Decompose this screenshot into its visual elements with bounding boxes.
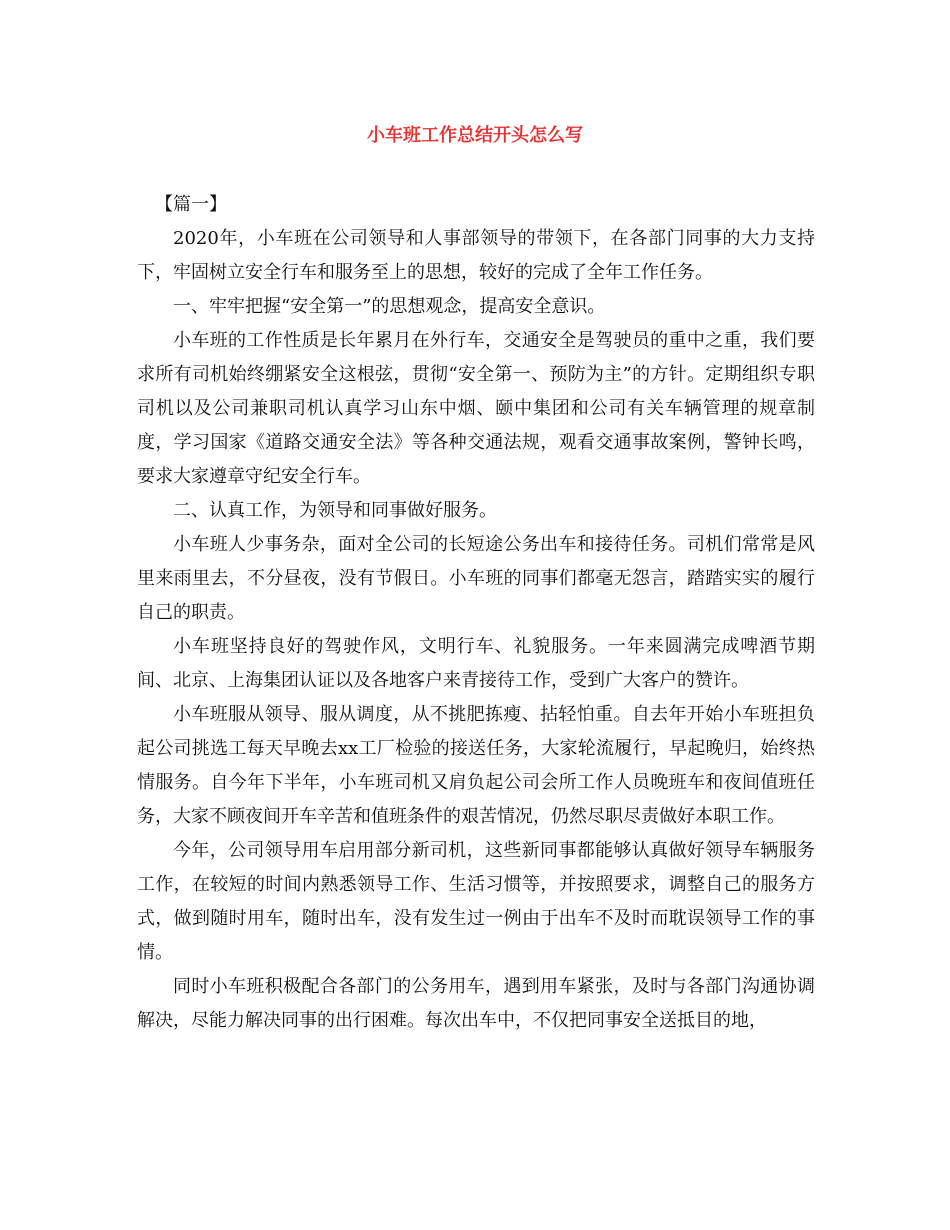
heading-safety-first: 一、牢牢把握“安全第一”的思想观念，提高安全意识。 (173, 296, 606, 317)
paragraph-obedience: 小车班服从领导、服从调度，从不挑肥拣瘦、拈轻怕重。自去年开始小车班担负起公司挑选工每天早晚去xx工厂检验的接送任务，大家轮流履行，早起晚归，始终热情服务。自今年下半年，小车班司机又肩负起公司会所工作人员晚班车和夜间值班任务，大家不顾夜间开车辛苦和值班条件的艰苦情况，仍然尽职尽责做好本职工作。 (137, 704, 815, 827)
paragraph-coordination: 同时小车班积极配合各部门的公务用车，遇到用车紧张，及时与各部门沟通协调解决，尽能力解决同事的出行困难。每次出车中，不仅把同事安全送抵目的地， (137, 976, 815, 1031)
heading-service: 二、认真工作，为领导和同事做好服务。 (173, 500, 497, 521)
paragraph-new-drivers: 今年，公司领导用车启用部分新司机，这些新同事都能够认真做好领导车辆服务工作，在较短的时间内熟悉领导工作、生活习惯等，并按照要求，调整自己的服务方式，做到随时用车，随时出车，没有发生过一例由于出车不及时而耽误领导工作的事情。 (137, 840, 815, 963)
document-body (137, 188, 815, 1038)
paragraph-safety: 小车班的工作性质是长年累月在外行车，交通安全是驾驶员的重中之重，我们要求所有司机始终绷紧安全这根弦，贯彻“安全第一、预防为主”的方针。定期组织专职司机以及公司兼职司机认真学习山东中烟、颐中集团和公司有关车辆管理的规章制度，学习国家《道路交通安全法》等各种交通法规，观看交通事故案例，警钟长鸣，要求大家遵章守纪安全行车。 (137, 330, 815, 487)
paragraph-driving-style: 小车班坚持良好的驾驶作风，文明行车、礼貌服务。一年来圆满完成啤酒节期间、北京、上海集团认证以及各地客户来青接待工作，受到广大客户的赞许。 (137, 636, 815, 691)
paragraph-workload: 小车班人少事务杂，面对全公司的长短途公务出车和接待任务。司机们常常是风里来雨里去，不分昼夜，没有节假日。小车班的同事们都毫无怨言，踏踏实实的履行自己的职责。 (137, 534, 815, 623)
document-title: 小车班工作总结开头怎么写 (367, 125, 583, 146)
section-marker: 【篇一】 (155, 194, 227, 215)
paragraph-intro: 2020年，小车班在公司领导和人事部领导的带领下，在各部门同事的大力支持下，牢固树立安全行车和服务至上的思想，较好的完成了全年工作任务。 (137, 228, 815, 283)
